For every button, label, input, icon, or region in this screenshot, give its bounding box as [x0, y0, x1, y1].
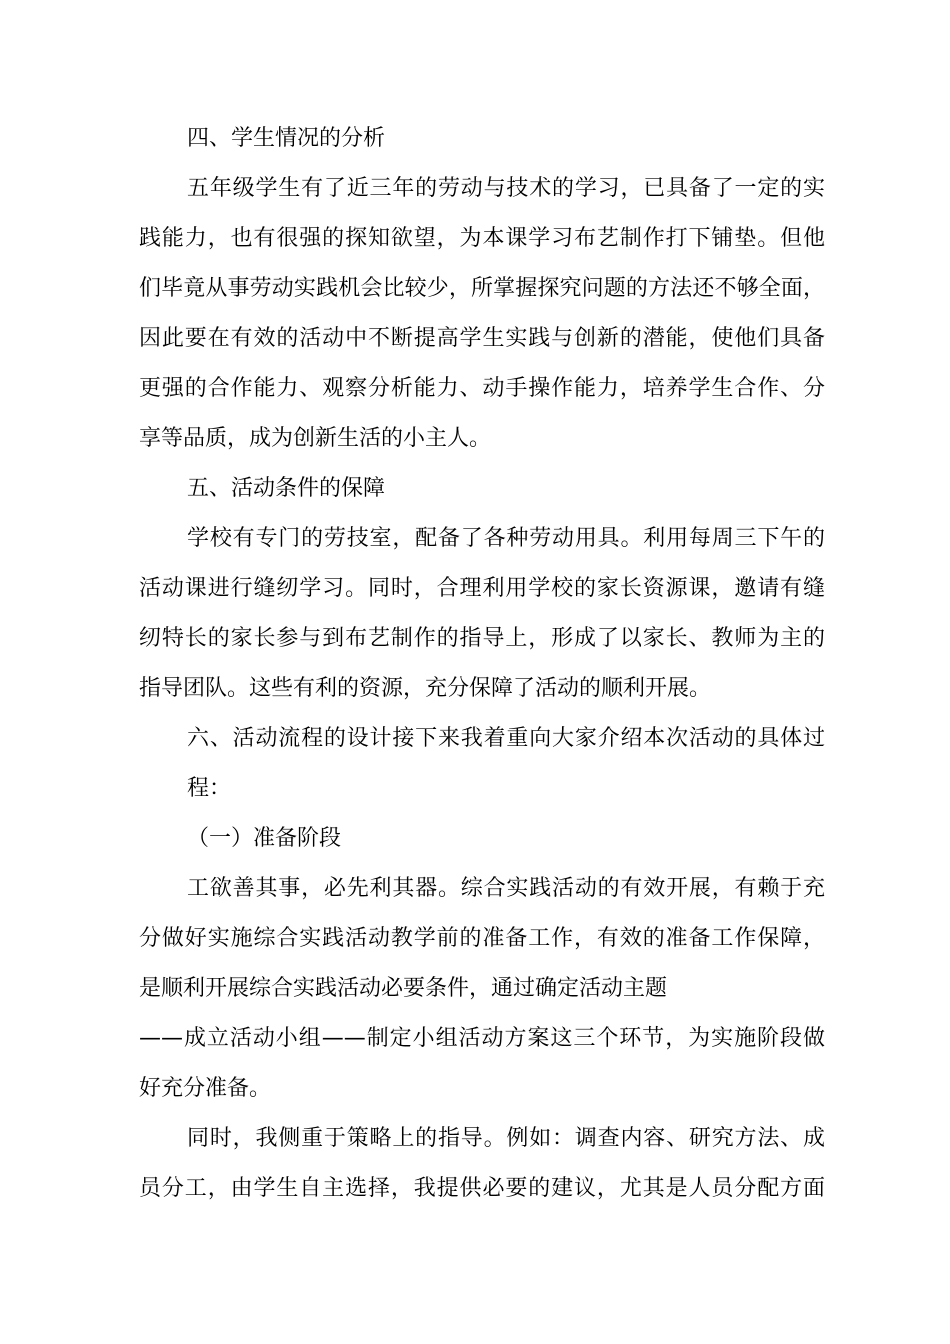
text-line: ——成立活动小组——制定小组活动方案这三个环节，为实施阶段做 [139, 1026, 825, 1051]
text-line: 享等品质，成为创新生活的小主人。 [139, 426, 492, 451]
text-line: 是顺利开展综合实践活动必要条件，通过确定活动主题 [139, 976, 668, 1001]
text-line: （一）准备阶段 [187, 826, 342, 851]
text-line: 好充分准备。 [139, 1076, 272, 1101]
text-line: 四、学生情况的分析 [187, 126, 386, 151]
text-line: 更强的合作能力、观察分析能力、动手操作能力，培养学生合作、分 [139, 376, 825, 401]
text-line: 们毕竟从事劳动实践机会比较少，所掌握探究问题的方法还不够全面， [139, 276, 825, 301]
text-line: 践能力，也有很强的探知欲望，为本课学习布艺制作打下铺垫。但他 [139, 226, 825, 251]
text-line: 纫特长的家长参与到布艺制作的指导上，形成了以家长、教师为主的 [139, 626, 825, 651]
text-line: 五年级学生有了近三年的劳动与技术的学习，已具备了一定的实 [187, 176, 825, 201]
text-line: 指导团队。这些有利的资源，充分保障了活动的顺利开展。 [139, 676, 712, 701]
document-body [139, 114, 825, 1214]
text-line: 工欲善其事，必先利其器。综合实践活动的有效开展，有赖于充 [187, 876, 825, 901]
text-line: 员分工，由学生自主选择，我提供必要的建议，尤其是人员分配方面 [139, 1176, 825, 1201]
text-line: 程： [187, 776, 232, 801]
text-line: 五、活动条件的保障 [187, 476, 386, 501]
text-line: 分做好实施综合实践活动教学前的准备工作，有效的准备工作保障， [139, 926, 825, 951]
text-line: 同时，我侧重于策略上的指导。例如：调查内容、研究方法、成 [187, 1126, 825, 1151]
text-line: 因此要在有效的活动中不断提高学生实践与创新的潜能，使他们具备 [139, 326, 825, 351]
text-line: 六、活动流程的设计接下来我着重向大家介绍本次活动的具体过 [187, 726, 825, 751]
text-line: 学校有专门的劳技室，配备了各种劳动用具。利用每周三下午的 [187, 526, 825, 551]
text-line: 活动课进行缝纫学习。同时，合理利用学校的家长资源课，邀请有缝 [139, 576, 825, 601]
